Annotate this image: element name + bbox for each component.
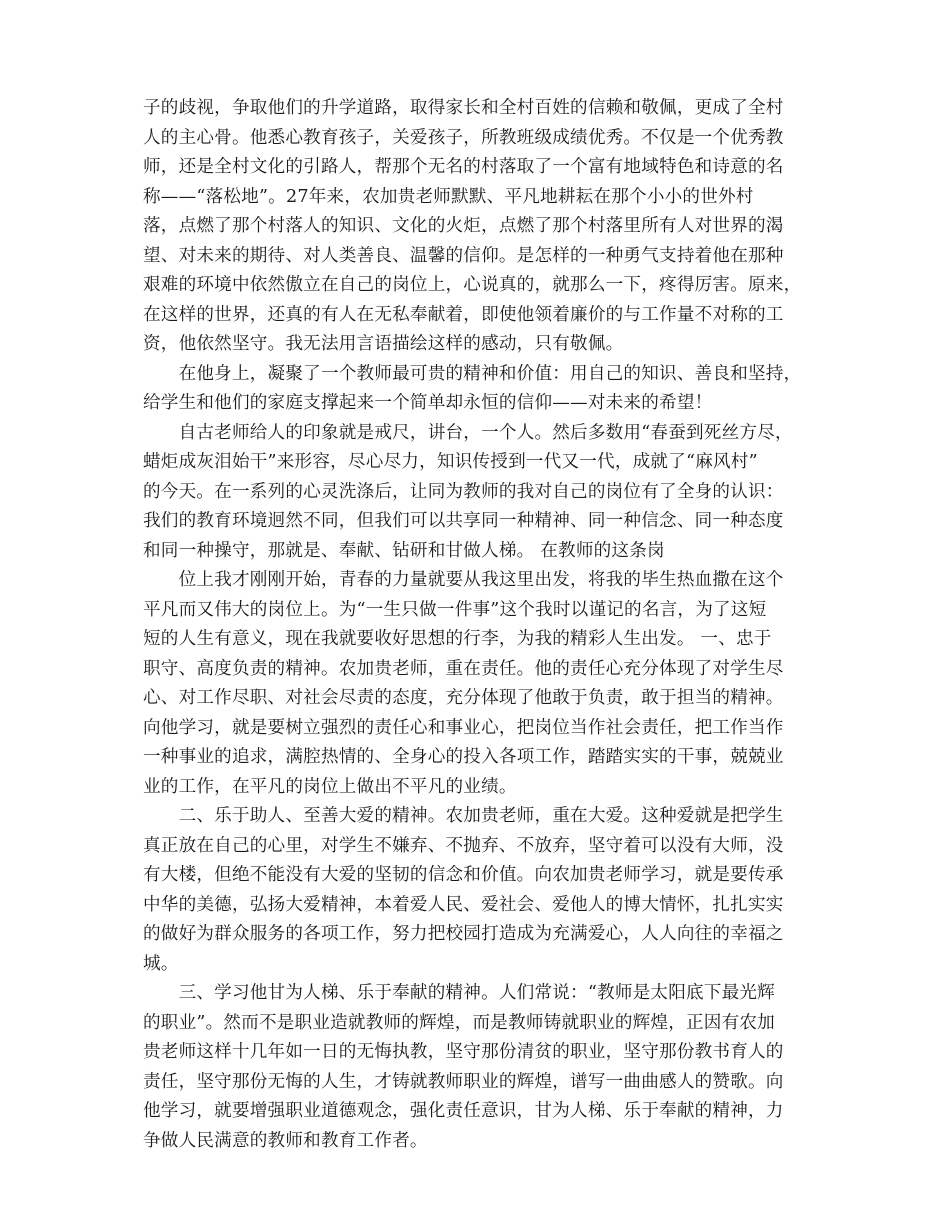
text-line: 短的人生有意义，现在我就要收好思想的行李，为我的精彩人生出发。 一、忠于 bbox=[143, 629, 772, 649]
text-line: 向他学习，就是要树立强烈的责任心和事业心，把岗位当作社会责任，把工作当作 bbox=[143, 717, 784, 738]
text-line: 落，点燃了那个村落人的知识、文化的火炬，点燃了那个村落里所有人对世界的渴 bbox=[143, 216, 784, 236]
text-line: 二、乐于助人、至善大爱的精神。农加贵老师，重在大爱。这种爱就是把学生 bbox=[143, 806, 784, 826]
paragraph bbox=[143, 566, 817, 802]
text-line: 望、对未来的期待、对人类善良、温馨的信仰。是怎样的一种勇气支持着他在那种 bbox=[143, 245, 784, 266]
text-line: 的今天。在一系列的心灵洗涤后，让同为教师的我对自己的岗位有了全身的认识： bbox=[143, 481, 784, 502]
text-line: 给学生和他们的家庭支撑起来一个简单却永恒的信仰——对未来的希望！ bbox=[143, 393, 713, 413]
paragraph bbox=[143, 360, 817, 419]
text-line: 心、对工作尽职、对社会尽责的态度，充分体现了他敢于负责，敢于担当的精神。 bbox=[143, 688, 784, 708]
text-line: 职守、高度负责的精神。农加贵老师，重在责任。他的责任心充分体现了对学生尽 bbox=[143, 658, 784, 679]
text-line: 贵老师这样十几年如一日的无悔执教，坚守那份清贫的职业，坚守那份教书育人的 bbox=[143, 1042, 784, 1062]
text-line: 真正放在自己的心里，对学生不嫌弃、不抛弃、不放弃，坚守着可以没有大师，没 bbox=[143, 835, 784, 856]
text-line: 我们的教育环境迥然不同，但我们可以共享同一种精神、同一种信念、同一种态度 bbox=[143, 511, 784, 531]
paragraph bbox=[143, 94, 817, 360]
text-line: 称——“落松地”。27年来，农加贵老师默默、平凡地耕耘在那个小小的世外村 bbox=[143, 186, 754, 207]
text-line: 一种事业的追求，满腔热情的、全身心的投入各项工作，踏踏实实的干事，兢兢业 bbox=[143, 747, 784, 767]
document-body bbox=[143, 94, 817, 1156]
text-line: 城。 bbox=[143, 953, 179, 974]
text-line: 人的主心骨。他悉心教育孩子，关爱孩子，所教班级成绩优秀。不仅是一个优秀教 bbox=[143, 127, 784, 148]
text-line: 中华的美德，弘扬大爱精神，本着爱人民、爱社会、爱他人的博大情怀，扎扎实实 bbox=[143, 894, 784, 915]
text-line: 蜡炬成灰泪始干”来形容，尽心尽力，知识传授到一代又一代，成就了“麻风村” bbox=[143, 452, 758, 472]
text-line: 责任，坚守那份无悔的人生，才铸就教师职业的辉煌，谱写一曲曲感人的赞歌。向 bbox=[143, 1071, 784, 1092]
text-line: 的职业”。然而不是职业造就教师的辉煌，而是教师铸就职业的辉煌，正因有农加 bbox=[143, 1012, 775, 1033]
paragraph bbox=[143, 419, 817, 567]
text-line: 子的歧视，争取他们的升学道路，取得家长和全村百姓的信赖和敬佩，更成了全村 bbox=[143, 98, 784, 118]
paragraph bbox=[143, 979, 817, 1156]
text-line: 位上我才刚刚开始，青春的力量就要从我这里出发，将我的毕生热血撒在这个 bbox=[143, 570, 784, 590]
text-line: 的做好为群众服务的各项工作，努力把校园打造成为充满爱心，人人向往的幸福之 bbox=[143, 924, 784, 944]
text-line: 有大楼，但绝不能没有大爱的坚韧的信念和价值。向农加贵老师学习，就是要传承 bbox=[143, 865, 784, 885]
paragraph bbox=[143, 802, 817, 979]
text-line: 业的工作，在平凡的岗位上做出不平凡的业绩。 bbox=[143, 776, 517, 797]
text-line: 在他身上，凝聚了一个教师最可贵的精神和价值：用自己的知识、善良和坚持， bbox=[143, 363, 802, 384]
text-line: 资，他依然坚守。我无法用言语描绘这样的感动，只有敬佩。 bbox=[143, 334, 624, 354]
text-line: 师，还是全村文化的引路人，帮那个无名的村落取了一个富有地域特色和诗意的名 bbox=[143, 157, 784, 177]
text-line: 艰难的环境中依然傲立在自己的岗位上，心说真的，就那么一下，疼得厉害。原来， bbox=[143, 275, 802, 295]
text-line: 争做人民满意的教师和教育工作者。 bbox=[143, 1130, 428, 1151]
text-line: 平凡而又伟大的岗位上。为“一生只做一件事”这个我时以谨记的名言，为了这短 bbox=[143, 599, 767, 620]
text-line: 和同一种操守，那就是、奉献、钻研和甘做人梯。 在教师的这条岗 bbox=[143, 540, 665, 561]
text-line: 在这样的世界，还真的有人在无私奉献着，即使他领着廉价的与工作量不对称的工 bbox=[143, 304, 784, 325]
text-line: 三、学习他甘为人梯、乐于奉献的精神。人们常说：“教师是太阳底下最光辉 bbox=[143, 983, 775, 1003]
text-line: 他学习，就要增强职业道德观念，强化责任意识，甘为人梯、乐于奉献的精神，力 bbox=[143, 1101, 784, 1121]
text-line: 自古老师给人的印象就是戒尺，讲台，一个人。然后多数用“春蚕到死丝方尽， bbox=[143, 422, 793, 443]
